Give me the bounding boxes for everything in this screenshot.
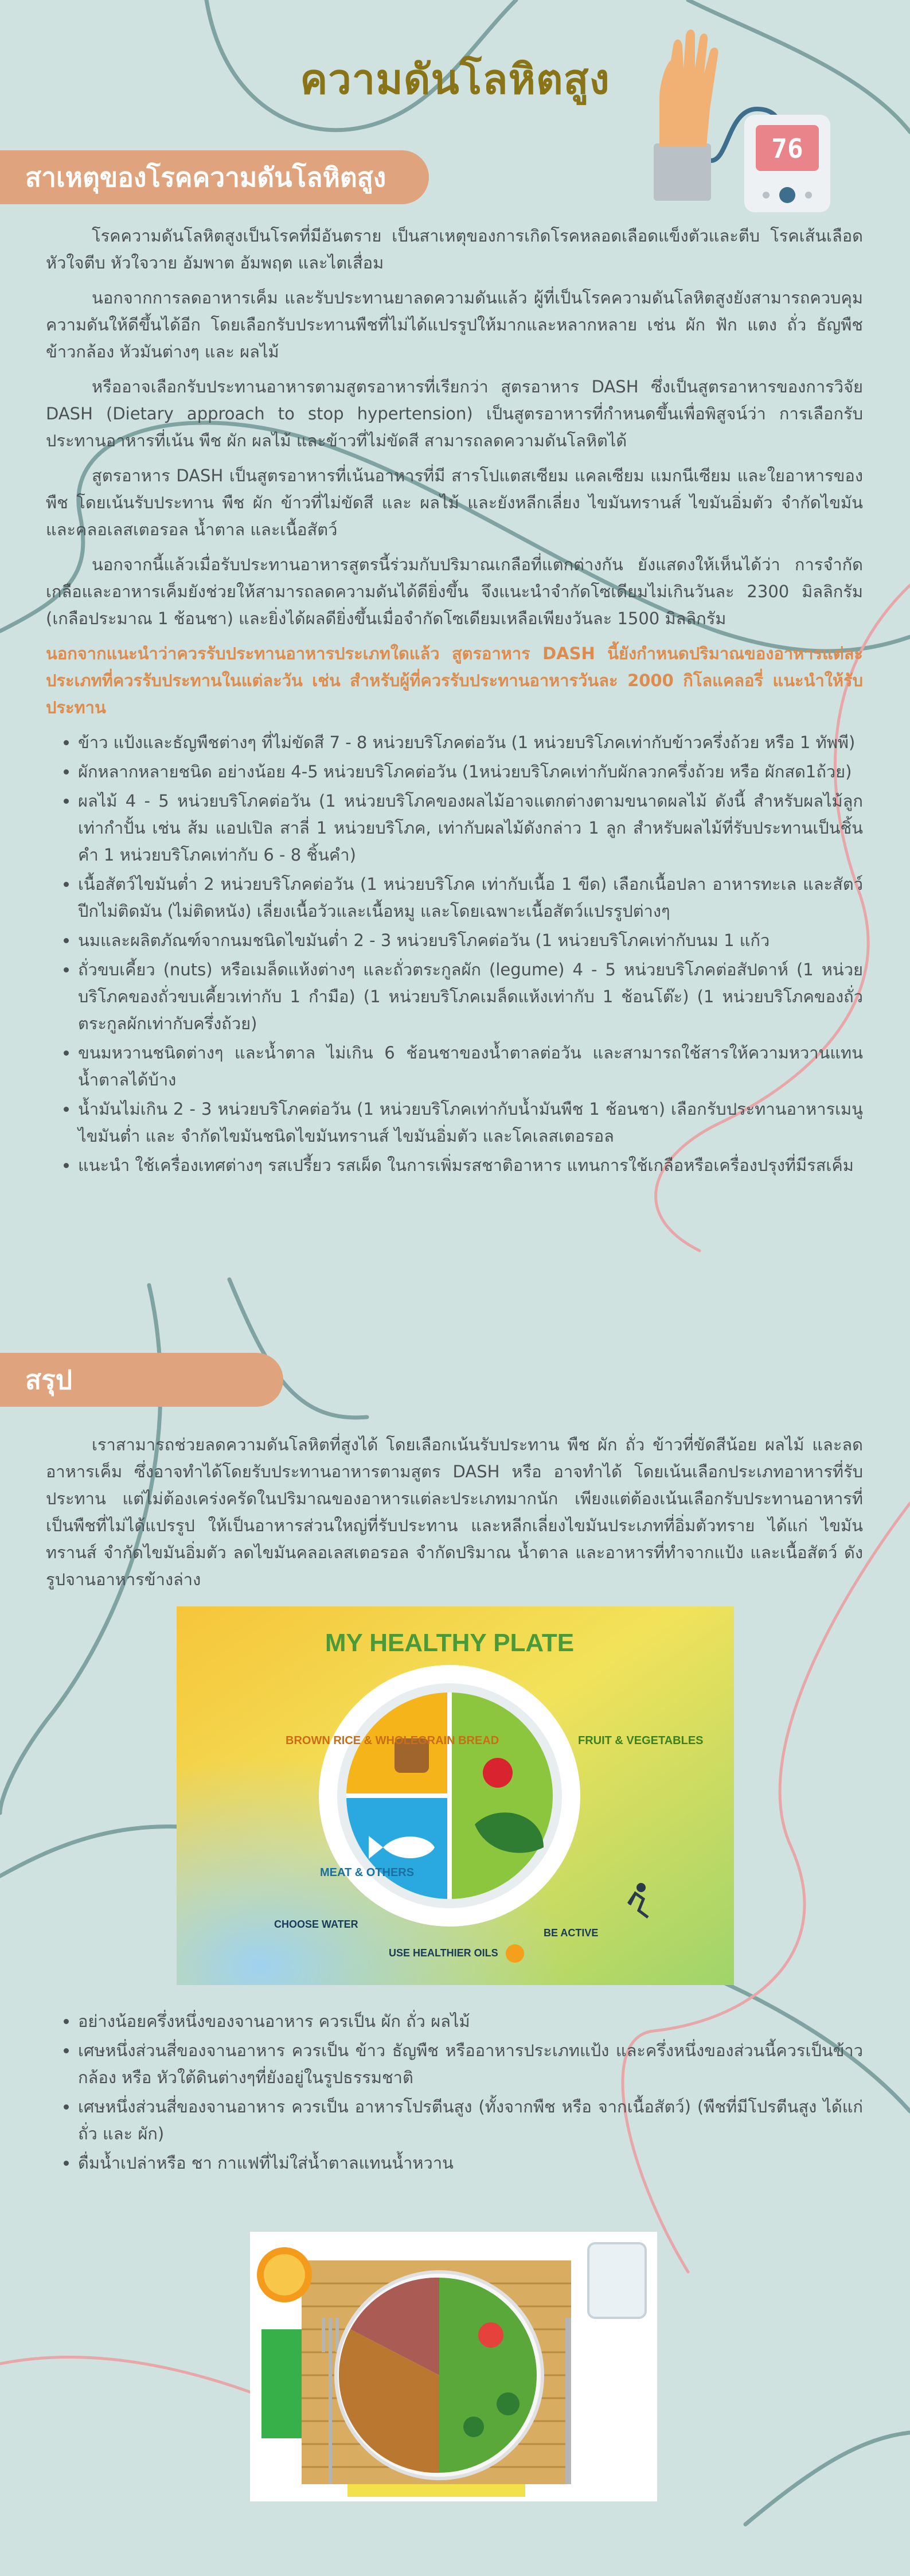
causes-content xyxy=(46,223,863,1181)
list-item: • ถั่วขบเคี้ยว (nuts) หรือเมล็ดแห้งต่างๆ และถั่วตระกูลผัก (legume) 4 - 5 หน่วยบริโภคต่อสัปดาห์ (1 หน่วยบริโภคของถั่วขบเคี้ยวเท่ากับ 1 กำมือ) (1 หน่วยบริโภคเมล็ดแห้งเท่ากับ 1 ช้อนโต๊ะ) (1 หน่วยบริโภคของถั่วตระกูลผักเท่ากับครึ่งถ้วย) xyxy=(78,956,863,1037)
monitor-button xyxy=(779,187,795,203)
dash-serving-list xyxy=(46,729,863,1179)
water-glass xyxy=(588,2243,646,2318)
plate-guideline-list xyxy=(46,2008,863,2177)
list-item: • ขนมหวานชนิดต่างๆ และน้ำตาล ไม่เกิน 6 ช้อนชาของน้ำตาลต่อวัน และสามารถใช้สารให้ความหวานแทนน้ำตาลได้บ้าง xyxy=(78,1040,863,1094)
water-label: CHOOSE WATER xyxy=(274,1919,358,1930)
measuring-ruler xyxy=(347,2484,525,2497)
list-item: • เศษหนึ่งส่วนสี่ของจานอาหาร ควรเป็น อาหารโปรตีนสูง (ทั้งจากพืช หรือ จากเนื้อสัตว์) (พืชที่มีโปรตีนสูง ได้แก่ ถั่ว และ ผัก) xyxy=(78,2094,863,2147)
meal-plate-photo xyxy=(250,2232,657,2501)
section-heading-causes: สาเหตุของโรคความดันโลหิตสูง xyxy=(0,150,429,204)
section-heading-summary: สรุป xyxy=(0,1353,283,1407)
plate-title: MY HEALTHY PLATE xyxy=(325,1629,575,1657)
oil-icon xyxy=(506,1944,524,1963)
list-item: • ผักหลากหลายชนิด อย่างน้อย 4-5 หน่วยบริโภคต่อวัน (1หน่วยบริโภคเท่ากับผักลวกครึ่งถ้วย หรือ ผักสด1ถ้วย) xyxy=(78,758,863,785)
cuff xyxy=(654,143,711,201)
page-title: ความดันโลหิตสูง xyxy=(300,55,610,103)
list-item: • ดื่มน้ำเปล่าหรือ ชา กาแฟที่ไม่ใส่น้ำตาลแทนน้ำหวาน xyxy=(78,2150,863,2177)
list-item: • แนะนำ ใช้เครื่องเทศต่างๆ รสเปรี้ยว รสเผ็ด ในการเพิ่มรสชาติอาหาร แทนการใช้เกลือหรือเครื่องปรุงที่มีรสเค็ม xyxy=(78,1152,863,1179)
napkin xyxy=(261,2329,302,2438)
list-item: • นมและผลิตภัณฑ์จากนมชนิดไขมันต่ำ 2 - 3 หน่วยบริโภคต่อวัน (1 หน่วยบริโภคเท่ากับนม 1 แก้ว xyxy=(78,927,863,954)
list-item: • อย่างน้อยครึ่งหนึ่งของจานอาหาร ควรเป็น ผัก ถั่ว ผลไม้ xyxy=(78,2008,863,2035)
monitor-button xyxy=(763,192,770,199)
oils-label: USE HEALTHIER OILS xyxy=(389,1947,498,1959)
list-item: • ผลไม้ 4 - 5 หน่วยบริโภคต่อวัน (1 หน่วยบริโภคของผลไม้อาจแตกต่างตามขนาดผลไม้ ดังนี้ สำหรับผลไม้ลูกเท่ากำปั้น เช่น ส้ม แอปเปิล สาลี่ 1 หน่วยบริโภค, เท่ากับผลไม้ดังกล่าว 1 ลูก สำหรับผลไม้ที่รับประทานเป็นชิ้นคำ 1 หน่วยบริโภคเท่ากับ 6 - 8 ชิ้นคำ) xyxy=(78,788,863,869)
list-item: • เนื้อสัตว์ไขมันต่ำ 2 หน่วยบริโภคต่อวัน (1 หน่วยบริโภค เท่ากับเนื้อ 1 ขีด) เลือกเนื้อปลา อาหารทะเล และสัตว์ปีกไม่ติดมัน (ไม่ติดหนัง) เลี่ยงเนื้อวัวและเนื้อหมู และโดยเฉพาะเนื้อสัตว์แปรรูปต่างๆ xyxy=(78,871,863,925)
monitor-button xyxy=(805,192,812,199)
deco-line-teal xyxy=(745,2433,910,2524)
summary-content xyxy=(46,1431,863,1601)
fruit-label: FRUIT & VEGETABLES xyxy=(578,1734,704,1747)
paragraph: เราสามารถช่วยลดความดันโลหิตที่สูงได้ โดยเลือกเน้นรับประทาน พืช ผัก ถั่ว ข้าวที่ขัดสีน้อย ผลไม้ และลดอาหารเค็ม ซึ่งอาจทำได้โดยรับประทานอาหารตามสูตร DASH หรือ อาจทำได้ โดยเน้นเลือกประเภทอาหารที่รับประทาน แต่ไม่ต้องเคร่งครัดในปริมาณของอาหารแต่ละประเภทมากนัก เพียงแต่ต้องเน้นเลือกรับประทานอาหารที่เป็นพืชที่ไม่ได้แปรรูป ให้เป็นอาหารส่วนใหญ่ที่รับประทาน และหลีกเลี่ยงไขมันประเภทที่อิ่มตัวทราย ได้แก่ ไขมันทรานส์ จำกัดไขมันอิ่มตัว ลดไขมันคลอเลสเตอรอล จำกัดปริมาณ น้ำตาล และอาหารที่ทำจากแป้ง และเนื้อสัตว์ ดังรูปจานอาหารข้างล่าง xyxy=(46,1435,863,1589)
blood-pressure-monitor-illustration xyxy=(642,29,831,212)
list-item: • ข้าว แป้งและธัญพืชต่างๆ ที่ไม่ขัดสี 7 - 8 หน่วยบริโภคต่อวัน (1 หน่วยบริโภคเท่ากับข้าวครึ่งถ้วย หรือ 1 ทัพพี) xyxy=(78,729,863,756)
plate-guidelines xyxy=(46,2008,863,2179)
dash-highlight: นอกจากแนะนำว่าควรรับประทานอาหารประเภทใดแล้ว สูตรอาหาร DASH นี้ยังกำหนดปริมาณของอาหารแต่ละประเภทที่ควรรับประทานในแต่ละวัน เช่น สำหรับผู้ที่ควรรับประทานอาหารวันละ 2000 กิโลแคลอรี่ แนะนำให้รับประทาน xyxy=(46,644,863,717)
grains-label: BROWN RICE & WHOLEGRAIN BREAD xyxy=(286,1734,499,1747)
monitor-reading: 76 xyxy=(771,133,803,164)
list-item: • เศษหนึ่งส่วนสี่ของจานอาหาร ควรเป็น ข้าว ธัญพืช หรืออาหารประเภทแป้ง และครึ่งหนึ่งของส่วนนี้ควรเป็นข้าวกล้อง หรือ หัวใต้ดินต่างๆที่ยังอยู่ในรูปธรรมชาติ xyxy=(78,2037,863,2091)
healthy-plate-image xyxy=(177,1606,734,1985)
paragraph: โรคความดันโลหิตสูงเป็นโรคที่มีอันตราย เป็นสาเหตุของการเกิดโรคหลอดเลือดแข็งตัวและตีบ โรคเส้นเลือดหัวใจตีบ หัวใจวาย อัมพาต อัมพฤต และไตเสื่อม xyxy=(46,226,863,273)
list-item: • น้ำมันไม่เกิน 2 - 3 หน่วยบริโภคต่อวัน (1 หน่วยบริโภคเท่ากับน้ำมันพืช 1 ช้อนชา) เลือกรับประทานอาหารเมนูไขมันต่ำ และ จำกัดไขมันชนิดไขมันทรานส์ ไขมันอิ่มตัว และโคเลสเตอรอล xyxy=(78,1096,863,1150)
meat-label: MEAT & OTHERS xyxy=(320,1866,415,1879)
apple-icon xyxy=(483,1758,513,1788)
paragraph: สูตรอาหาร DASH เป็นสูตรอาหารที่เน้นอาหารที่มี สารโปแตสเซียม แคลเซียม แมกนีเซียม และใยอาหารของพืช โดยเน้นรับประทาน พืช ผัก ข้าวที่ไม่ขัดสี และ ผลไม้ และยังหลีกเลี่ยง ไขมันทรานส์ ไขมันอิ่มตัว จำกัดไขมัน และคลอเลสเตอรอล น้ำตาล และเนื้อสัตว์ xyxy=(46,466,863,539)
runner-head-icon xyxy=(636,1883,646,1892)
paragraph: นอกจากนี้แล้วเมื่อรับประทานอาหารสูตรนี้ร่วมกับปริมาณเกลือที่แตกต่างกัน ยังแสดงให้เห็นได้ว่า การจำกัดเกลือและอาหารเค็มยังช่วยให้สามารถลดความดันได้ดียิ่งขึ้น จึงแนะนำจำกัดโซเดียมไม่เกินวันละ 2300 มิลลิกรัม (เกลือประมาณ 1 ช้อนชา) และยิ่งได้ผลดียิ่งขึ้นเมื่อจำกัดโซเดียมเหลือเพียงวันละ 1500 มิลลิกรัม xyxy=(46,555,863,628)
hand-icon xyxy=(659,30,718,147)
paragraph: นอกจากการลดอาหารเค็ม และรับประทานยาลดความดันแล้ว ผู้ที่เป็นโรคความดันโลหิตสูงยังสามารถควบคุมความดันให้ดีขึ้นได้อีก โดยเลือกรับประทานพืชที่ไม่ได้แปรรูปให้มากและหลากหลาย เช่น ผัก ฟัก แตง ถั่ว ธัญพืช ข้าวกล้อง หัวมันต่างๆ และ ผลไม้ xyxy=(46,288,863,361)
active-label: BE ACTIVE xyxy=(544,1927,599,1939)
paragraph: หรืออาจเลือกรับประทานอาหารตามสูตรอาหารที่เรียกว่า สูตรอาหาร DASH ซึ่งเป็นสูตรอาหารของการวิจัย DASH (Dietary approach to stop hypertension) เป็นสูตรอาหารที่กำหนดขึ้นเพื่อพิสูจน์ว่า การเลือกรับประทานอาหารที่เน้น พืช ผัก ผลไม้ และข้าวที่ไม่ขัดสี สามารถลดความดันโลหิตได้ xyxy=(46,377,863,450)
